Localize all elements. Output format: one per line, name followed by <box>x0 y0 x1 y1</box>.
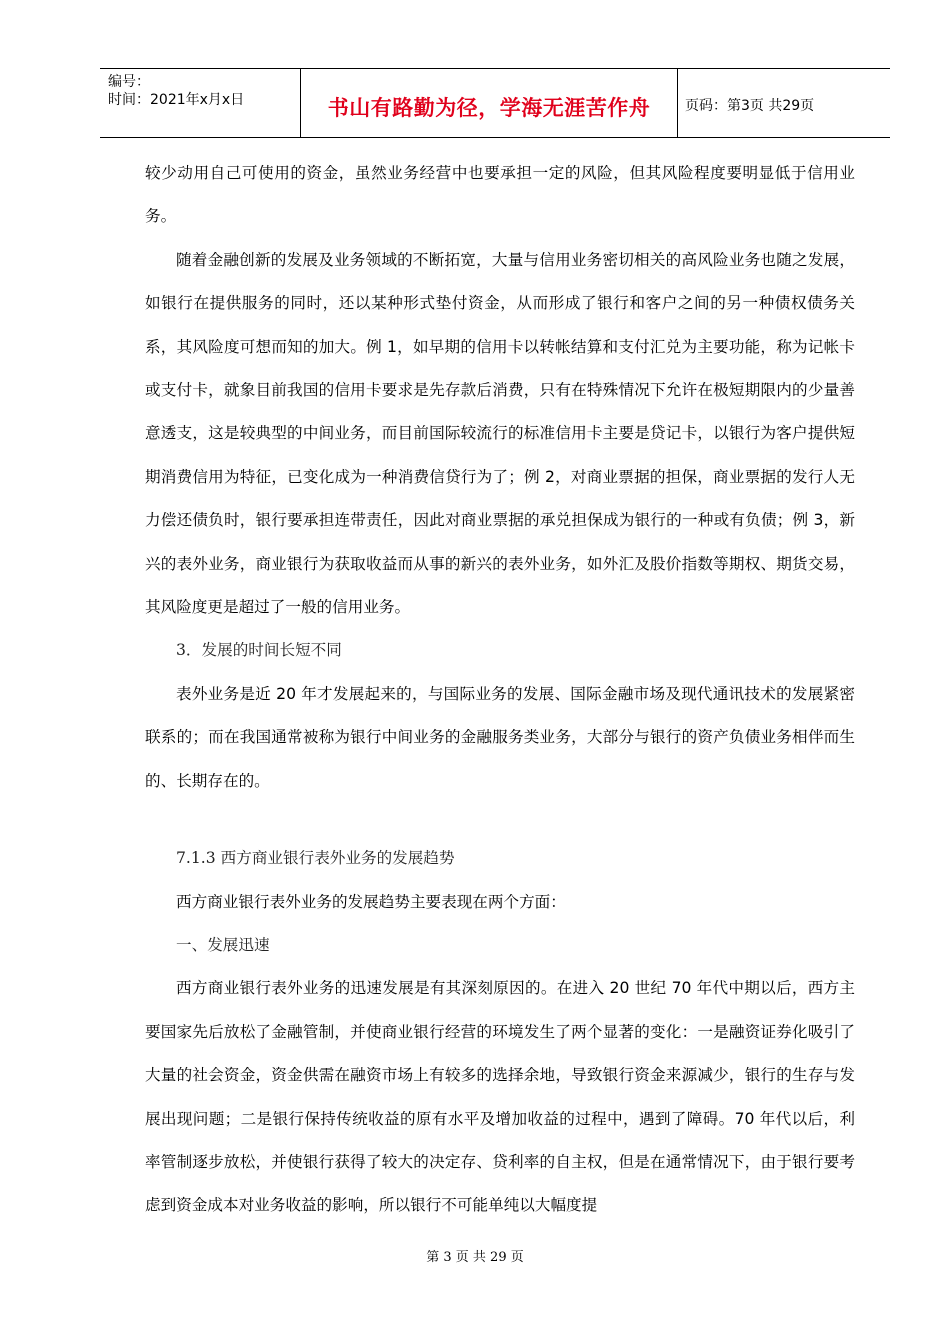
document-time-label: 时间：2021年x月x日 <box>108 92 245 108</box>
body-paragraph: 西方商业银行表外业务的迅速发展是有其深刻原因的。在进入 20 世纪 70 年代中期以后，西方主要国家先后放松了金融管制，并使商业银行经营的环境发生了两个显著的变化：一是融资证券化吸引了大量的社会资金，资金供需在融资市场上有较多的选择余地，导致银行资金来源减少，银行的生存与发展出现问题；二是银行保持传统收益的原有水平及增加收益的过程中，遇到了障碍。70 年代以后，利率管制逐步放松，并使银行获得了较大的决定存、贷利率的自主权，但是在通常情况下，由于银行要考虑到资金成本对业务收益的影响，所以银行不可能单纯以大幅度提 <box>145 979 855 1215</box>
section-heading: 3．发展的时间长短不同 <box>176 641 342 660</box>
page-footer: 第 3 页 共 29 页 <box>426 1250 524 1265</box>
paragraph-spacer <box>145 803 855 837</box>
header-left-cell <box>100 69 300 137</box>
page-header <box>100 68 890 138</box>
body-paragraph: 表外业务是近 20 年才发展起来的，与国际业务的发展、国际金融市场及现代通讯技术的发展紧密联系的；而在我国通常被称为银行中间业务的金融服务类业务，大部分与银行的资产负债业务相伴而生的、长期存在的。 <box>145 684 855 790</box>
section-heading: 一、发展迅速 <box>176 935 270 954</box>
header-page-info: 页码：第3页 共29页 <box>685 98 815 114</box>
header-right-cell <box>677 69 890 137</box>
body-paragraph: 随着金融创新的发展及业务领域的不断拓宽，大量与信用业务密切相关的高风险业务也随之发展，如银行在提供服务的同时，还以某种形式垫付资金，从而形成了银行和客户之间的另一种债权债务关系，其风险度可想而知的加大。例 1，如早期的信用卡以转帐结算和支付汇兑为主要功能，称为记帐卡或支付卡，就象目前我国的信用卡要求是先存款后消费，只有在特殊情况下允许在极短期限内的少量善意透支，这是较典型的中间业务，而目前国际较流行的标准信用卡主要是贷记卡，以银行为客户提供短期消费信用为特征，已变化成为一种消费信贷行为了；例 2，对商业票据的担保，商业票据的发行人无力偿还债负时，银行要承担连带责任，因此对商业票据的承兑担保成为银行的一种或有负债；例 3，新兴的表外业务，商业银行为获取收益而从事的新兴的表外业务，如外汇及股价指数等期权、期货交易，其风险度更是超过了一般的信用业务。 <box>145 250 855 617</box>
document-body <box>145 152 855 1228</box>
header-motto: 书山有路勤为径，学海无涯苦作舟 <box>327 96 651 120</box>
document-number-label: 编号： <box>108 74 150 90</box>
header-motto-cell <box>300 69 678 137</box>
body-paragraph: 较少动用自己可使用的资金，虽然业务经营中也要承担一定的风险，但其风险程度要明显低于信用业务。 <box>145 164 855 226</box>
body-paragraph: 西方商业银行表外业务的发展趋势主要表现在两个方面： <box>176 892 566 911</box>
section-heading: 7.1.3 西方商业银行表外业务的发展趋势 <box>176 849 455 868</box>
